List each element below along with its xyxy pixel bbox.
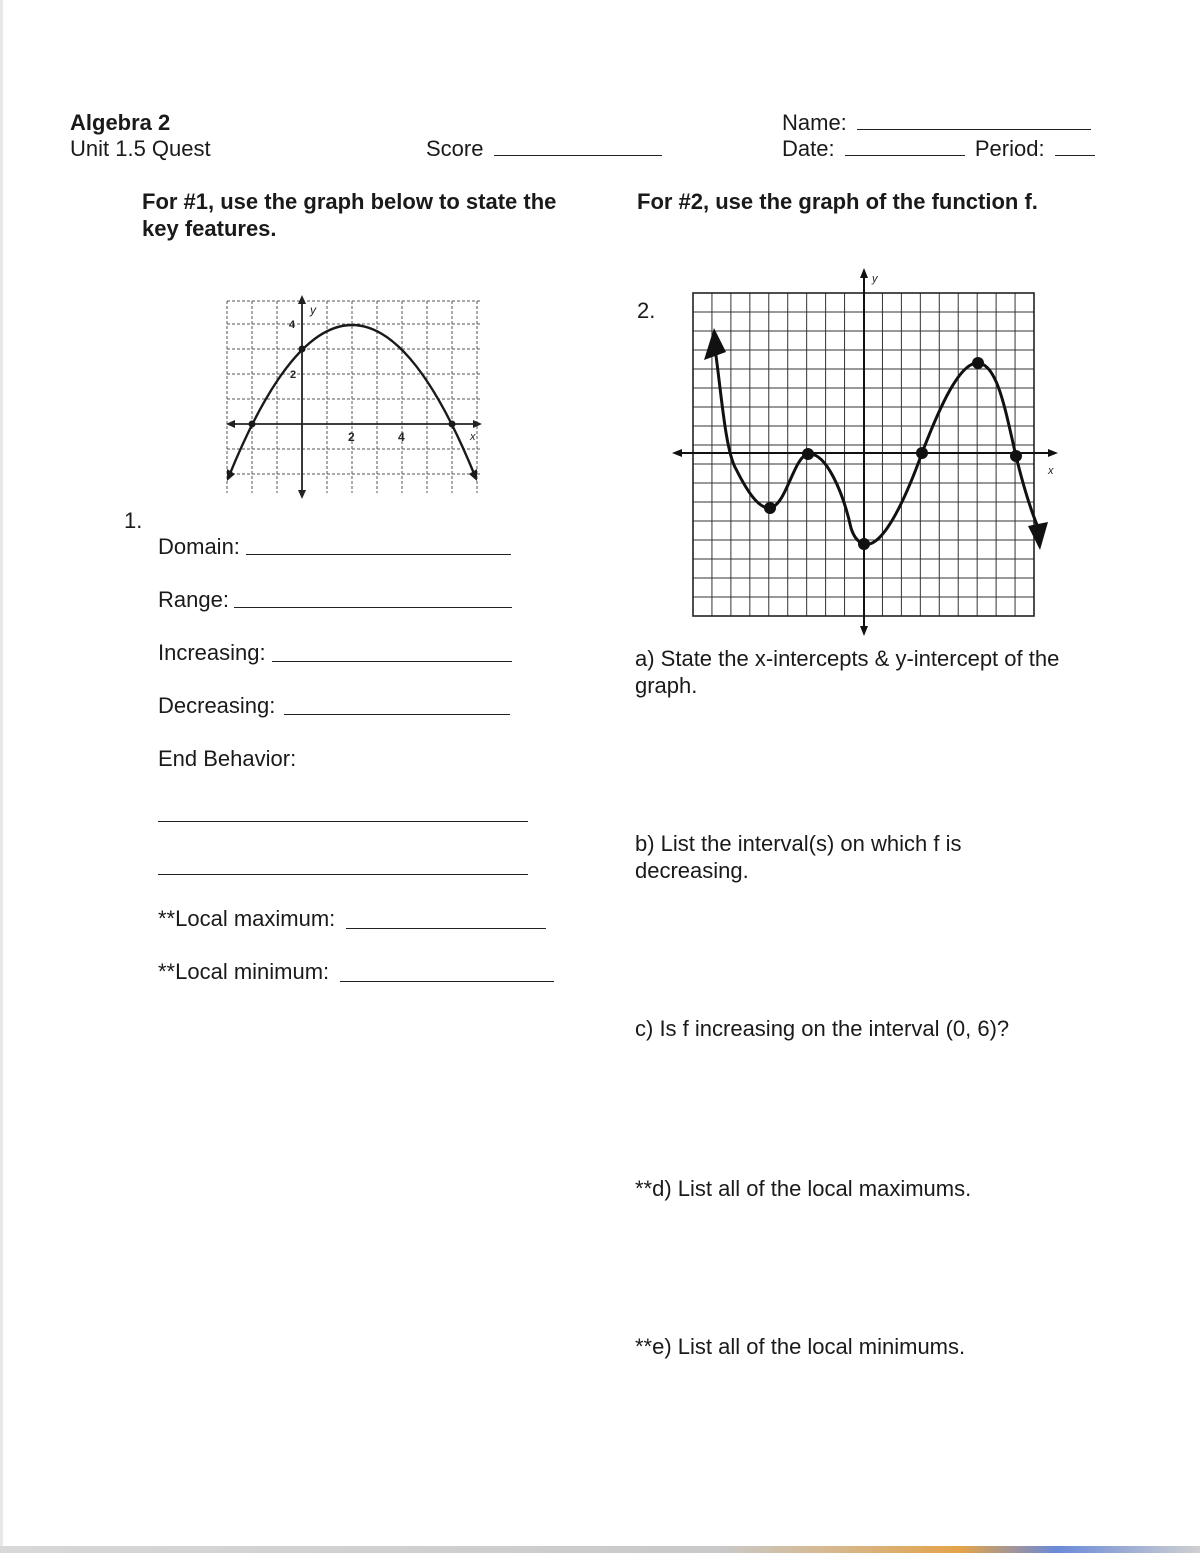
local-min-blank[interactable] (340, 981, 554, 982)
scan-edge-bottom (0, 1546, 1200, 1553)
graph1-y-arrow-up (298, 295, 306, 304)
graph2 (668, 264, 1064, 640)
date-field[interactable] (782, 135, 1095, 162)
range-label: Range: (158, 587, 229, 612)
graph2-y-arrow-up (860, 268, 868, 278)
graph1-point-x-intercept-left (249, 421, 256, 428)
date-label: Date: (782, 136, 835, 161)
graph1-y-tick-4: 4 (289, 319, 296, 331)
end-behavior-blank-1[interactable] (158, 821, 528, 822)
local-min-label: **Local minimum: (158, 959, 330, 984)
graph2-x-label: x (1048, 465, 1054, 477)
course-title: Algebra 2 (70, 110, 171, 135)
graph2-point-x-intercept-right (916, 447, 928, 459)
graph2-point-local-min-2 (858, 538, 870, 550)
scan-edge-left (0, 0, 3, 1553)
decreasing-label: Decreasing: (158, 693, 276, 718)
score-label: Score (426, 136, 484, 161)
score-blank[interactable] (494, 135, 662, 156)
problem2-number: 2. (637, 298, 656, 323)
graph1-grid (227, 301, 480, 493)
graph1-y-arrow-down (298, 490, 306, 499)
period-blank[interactable] (1055, 135, 1095, 156)
problem2-instruction: For #2, use the graph of the function f. (637, 189, 1038, 214)
graph2-y-arrow-down (860, 626, 868, 636)
domain-label: Domain: (158, 534, 240, 559)
question-e: **e) List all of the local minimums. (635, 1334, 966, 1359)
period-label: Period: (974, 136, 1045, 161)
name-label: Name: (782, 110, 847, 135)
graph2-point-local-max-1 (802, 448, 814, 460)
graph1 (222, 293, 486, 503)
question-c: c) Is f increasing on the interval (0, 6)? (635, 1016, 1010, 1041)
increasing-blank[interactable] (272, 661, 512, 662)
question-b: b) List the interval(s) on which f is decreasing. (635, 831, 962, 883)
domain-blank[interactable] (246, 554, 511, 555)
graph2-point-local-max-2 (972, 357, 984, 369)
graph2-arrow-top (704, 328, 726, 360)
graph2-curve (713, 336, 1040, 544)
graph1-y-tick-2: 2 (290, 369, 297, 381)
graph1-point-y-intercept (299, 346, 306, 353)
graph2-point-local-min-1 (764, 502, 776, 514)
graph1-x-tick-4: 4 (398, 430, 405, 444)
graph2-x-arrow-left (672, 449, 682, 457)
local-max-label: **Local maximum: (158, 906, 336, 931)
graph1-point-x-intercept-right (449, 421, 456, 428)
question-d: **d) List all of the local maximums. (635, 1176, 972, 1201)
end-behavior-label: End Behavior: (158, 746, 297, 771)
graph2-point-x-intercept-far (1010, 450, 1022, 462)
increasing-label: Increasing: (158, 640, 266, 665)
decreasing-blank[interactable] (284, 714, 510, 715)
local-max-blank[interactable] (346, 928, 546, 929)
graph1-x-label: x (470, 431, 476, 443)
question-a: a) State the x-intercepts & y-intercept of the graph. (635, 646, 1060, 698)
name-blank[interactable] (857, 109, 1091, 130)
unit-title: Unit 1.5 Quest (70, 136, 211, 161)
end-behavior-blank-2[interactable] (158, 874, 528, 875)
name-field[interactable] (782, 109, 1091, 136)
graph1-y-label: y (310, 303, 316, 317)
problem1-number: 1. (124, 508, 143, 533)
score-field[interactable] (426, 135, 662, 162)
graph2-arrow-bottom (1028, 522, 1048, 550)
date-blank[interactable] (845, 135, 965, 156)
graph1-x-tick-2: 2 (348, 430, 355, 444)
graph2-y-label: y (872, 273, 878, 285)
range-blank[interactable] (234, 607, 512, 608)
graph2-x-arrow-right (1048, 449, 1058, 457)
problem1-instruction: For #1, use the graph below to state the key features. (142, 189, 557, 241)
